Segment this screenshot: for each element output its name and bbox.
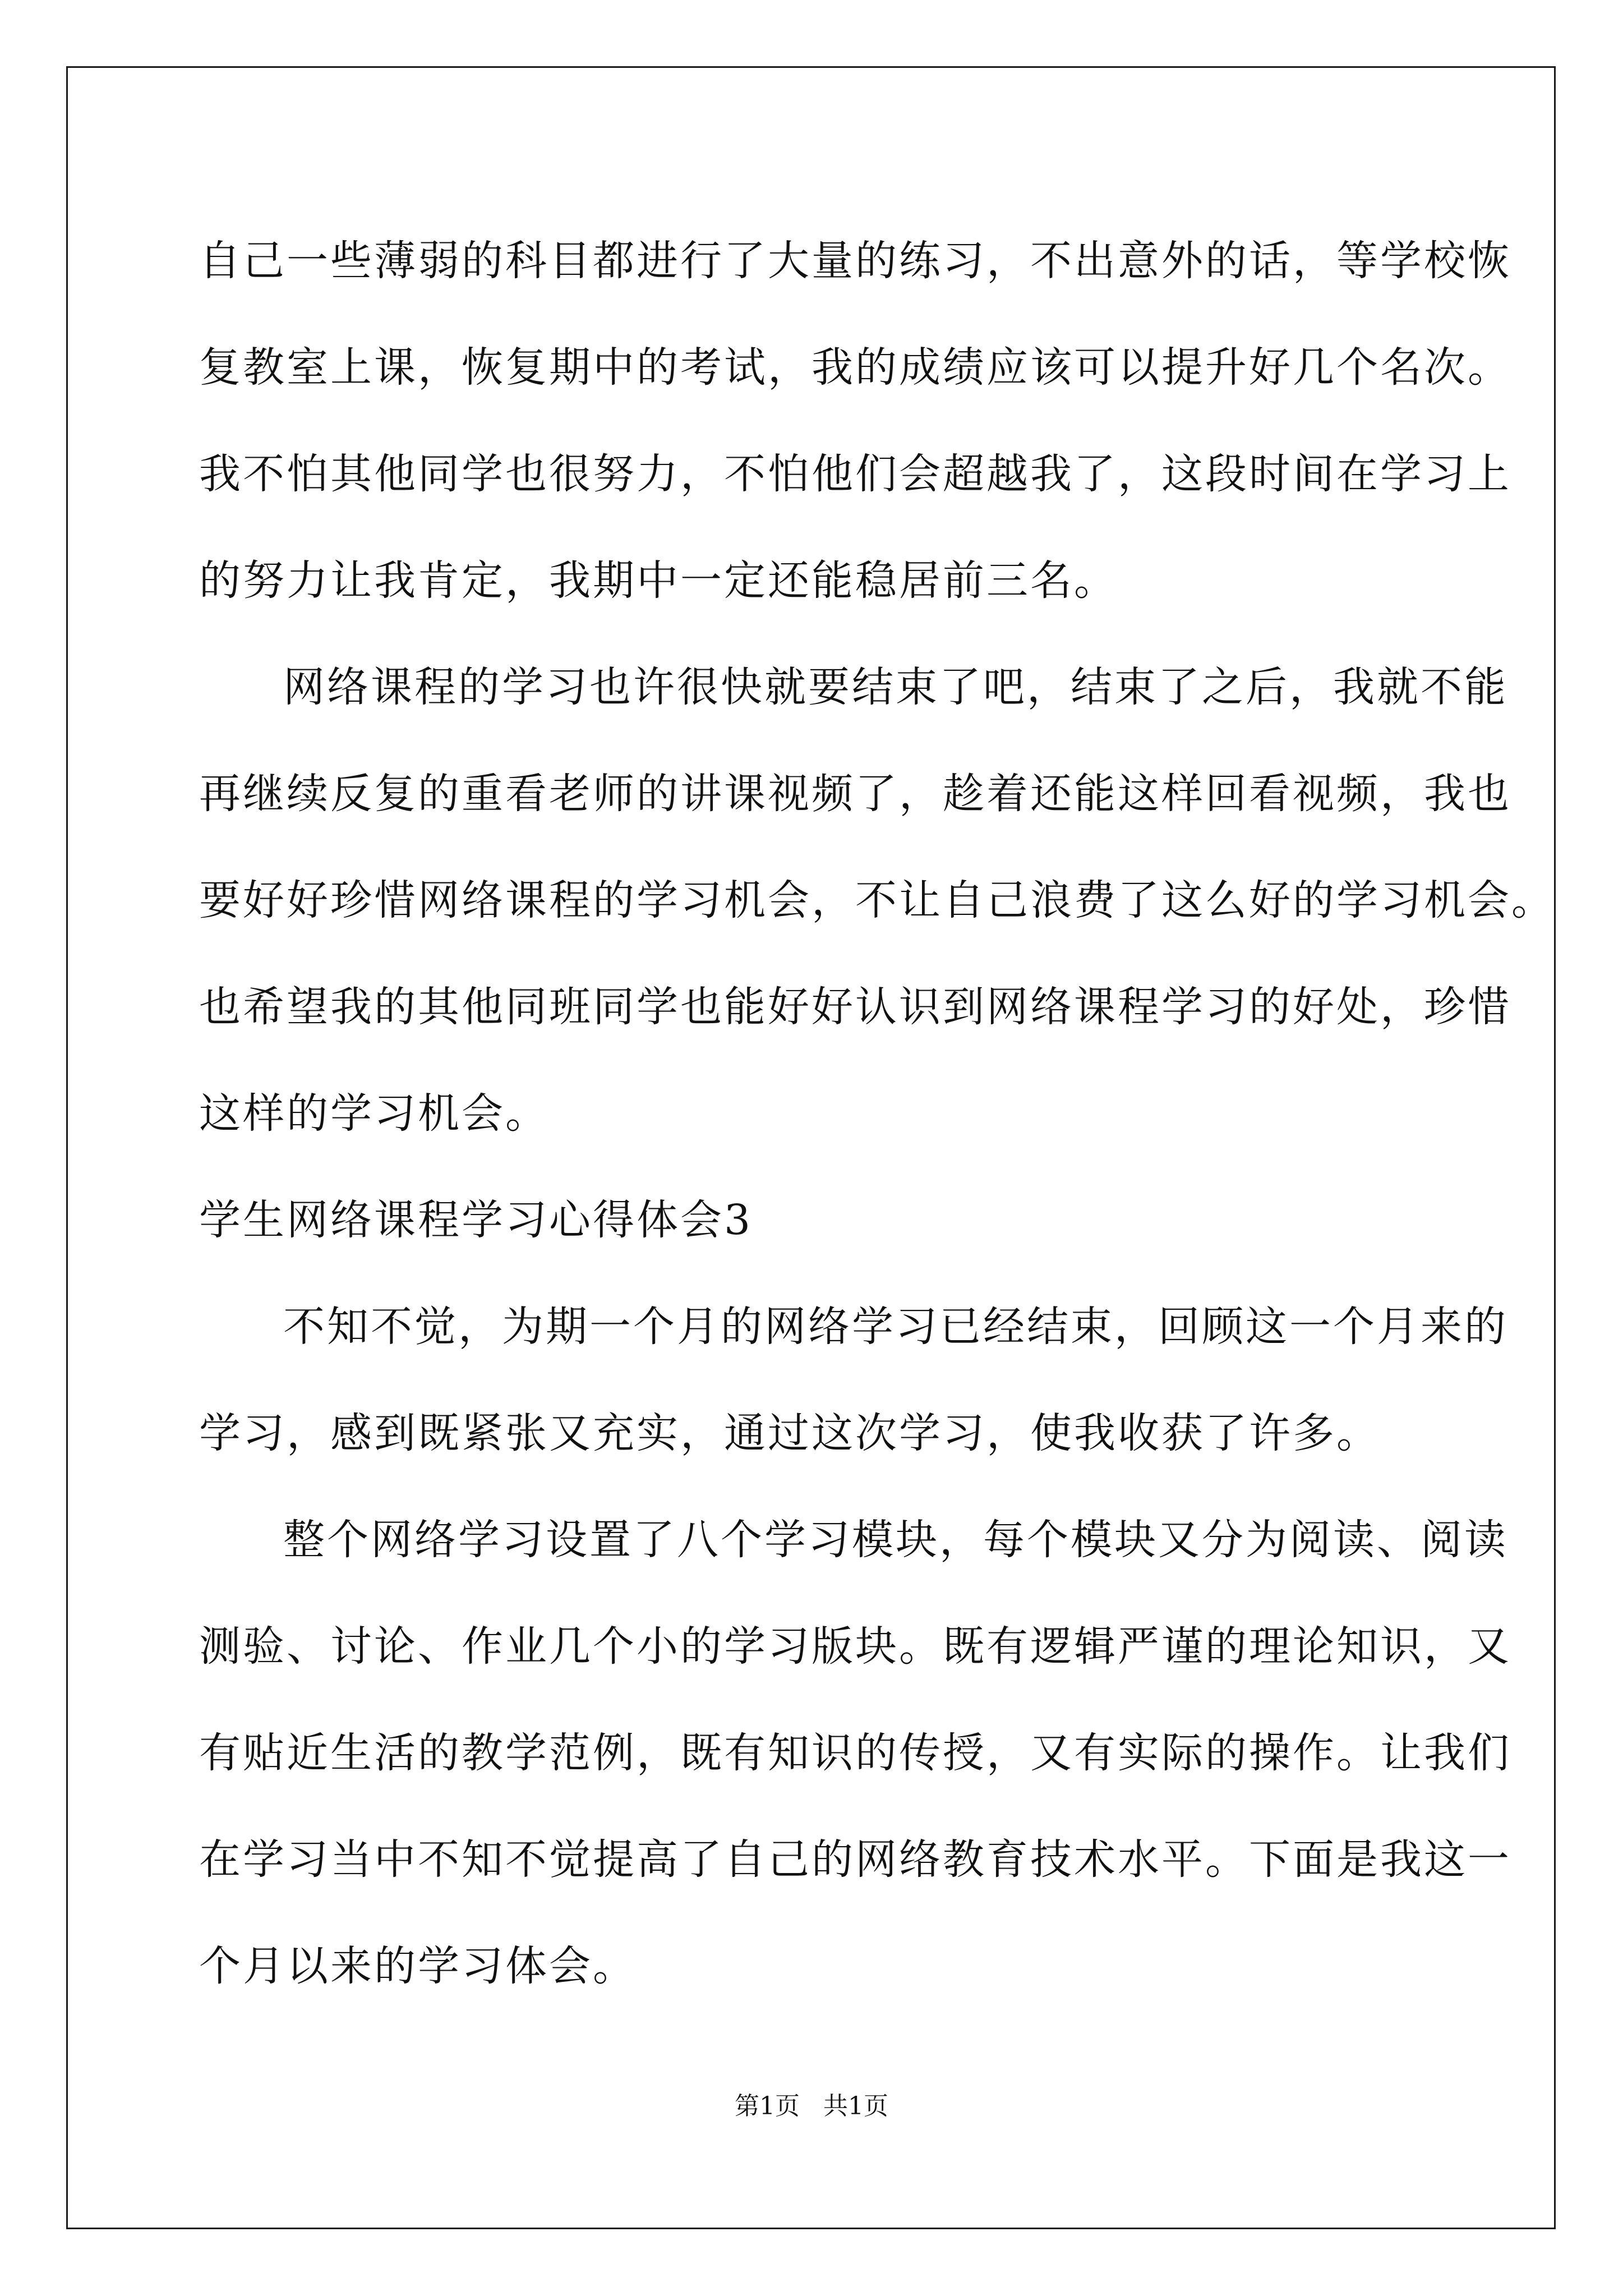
text-line: 测验、讨论、作业几个小的学习版块。既有逻辑严谨的理论知识，又 [199, 1622, 1511, 1671]
text-line: 网络课程的学习也许很快就要结束了吧，结束了之后，我就不能 [283, 663, 1508, 711]
text-line: 不知不觉，为期一个月的网络学习已经结束，回顾这一个月来的 [283, 1303, 1508, 1351]
page-number-footer: 第1页 共1页 [735, 2092, 888, 2120]
text-line: 再继续反复的重看老师的讲课视频了，趁着还能这样回看视频，我也 [199, 770, 1511, 818]
text-line: 这样的学习机会。 [199, 1089, 549, 1138]
text-line: 要好好珍惜网络课程的学习机会，不让自己浪费了这么好的学习机会。 [199, 876, 1555, 924]
text-line: 的努力让我肯定，我期中一定还能稳居前三名。 [199, 556, 1118, 605]
text-line: 学习，感到既紧张又充实，通过这次学习，使我收获了许多。 [199, 1409, 1380, 1457]
text-line: 有贴近生活的教学范例，既有知识的传授，又有实际的操作。让我们 [199, 1729, 1511, 1777]
text-line: 复教室上课，恢复期中的考试，我的成绩应该可以提升好几个名次。 [199, 343, 1511, 392]
text-line: 我不怕其他同学也很努力，不怕他们会超越我了，这段时间在学习上 [199, 450, 1511, 498]
text-line: 在学习当中不知不觉提高了自己的网络教育技术水平。下面是我这一 [199, 1835, 1511, 1884]
text-line: 个月以来的学习体会。 [199, 1942, 637, 1990]
text-line: 自己一些薄弱的科目都进行了大量的练习，不出意外的话，等学校恢 [199, 237, 1511, 285]
document-body [199, 208, 1555, 2019]
section-heading: 学生网络课程学习心得体会3 [199, 1196, 753, 1244]
text-line: 整个网络学习设置了八个学习模块，每个模块又分为阅读、阅读 [283, 1516, 1508, 1564]
text-line: 也希望我的其他同班同学也能好好认识到网络课程学习的好处，珍惜 [199, 983, 1511, 1031]
